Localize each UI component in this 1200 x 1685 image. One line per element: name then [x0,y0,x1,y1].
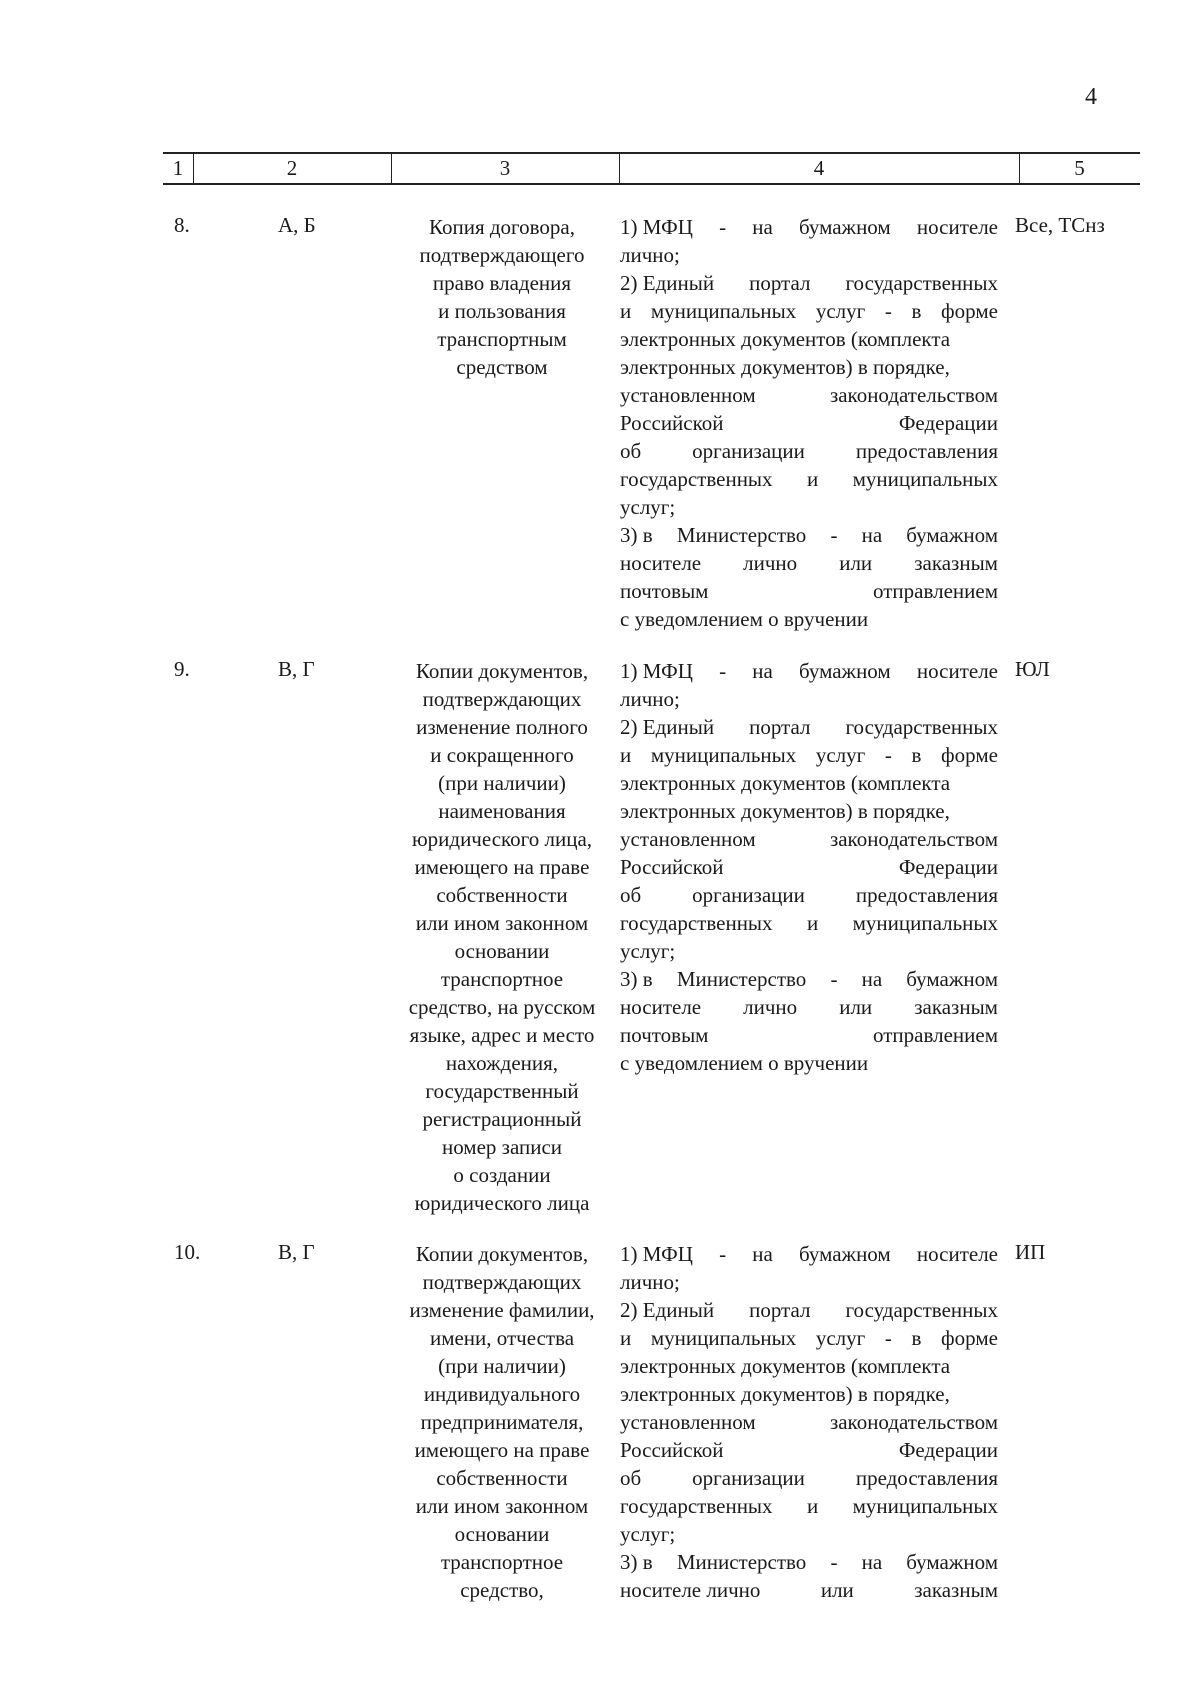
cell-word: - [719,659,727,683]
cell-line [620,1576,998,1604]
cell-line [620,1049,998,1077]
cell-line [620,269,998,297]
cell-word: бумажном [798,1242,891,1266]
cell-word: электронных документов) в порядке, [620,355,950,379]
cell-line [620,213,998,241]
row-applicant: ИП [1015,1240,1046,1264]
row-applicant: ЮЛ [1015,657,1050,681]
cell-word: Федерации [898,411,998,435]
cell-word: - [830,967,838,991]
cell-line [620,909,998,937]
cell-word: муниципальных [650,299,797,323]
cell-word: организации [692,883,805,907]
cell-line: имени, отчества [429,1326,575,1350]
cell-line [620,1436,998,1464]
cell-word: 2) Единый [620,715,715,739]
cell-word: Министерство [676,967,807,991]
page-number: 4 [1085,84,1097,110]
cell-line: право владения [432,271,572,295]
cell-word: портал [749,1298,811,1322]
cell-line: средство, [460,1578,544,1602]
cell-line [620,437,998,465]
cell-word: - [719,1242,727,1266]
cell-line: о создании [453,1163,551,1187]
cell-line: наименования [438,799,566,823]
header-col-2: 2 [286,156,298,180]
cell-line [620,409,998,437]
cell-word: и [620,743,632,767]
cell-line [620,1021,998,1049]
cell-word: - [884,1326,892,1350]
header-col-3: 3 [499,156,511,180]
cell-line [620,1352,998,1380]
cell-word: на [752,1242,773,1266]
cell-line [620,937,998,965]
cell-word: бумажном [798,659,891,683]
cell-word: электронных документов) в порядке, [620,799,950,823]
cell-line: регистрационный [422,1107,582,1131]
cell-word: лично [743,995,798,1019]
cell-word: государственных [845,715,998,739]
cell-line [620,685,998,713]
cell-word: в [911,299,922,323]
cell-word: носителе [620,995,702,1019]
cell-line: имеющего на праве [414,855,590,879]
cell-word: муниципальных [650,1326,797,1350]
cell-line: собственности [436,883,568,907]
cell-word: носителе [916,215,998,239]
cell-word: и [620,1326,632,1350]
cell-line: основании [454,1522,550,1546]
row-number: 8. [174,213,190,237]
cell-line [620,1240,998,1268]
cell-word: носителе лично [620,1578,761,1602]
cell-word: электронных документов (комплекта [620,327,951,351]
row-submission-methods [620,213,998,633]
cell-word: отправлением [873,1023,998,1047]
cell-line: подтверждающего [419,243,585,267]
cell-word: услуг [815,299,866,323]
cell-word: или [839,551,873,575]
cell-word: электронных документов (комплекта [620,1354,951,1378]
cell-line: транспортное [440,967,564,991]
cell-word: бумажном [906,1550,998,1574]
cell-line: основании [454,939,550,963]
cell-word: - [884,743,892,767]
cell-word: - [830,1550,838,1574]
cell-line: или ином законном [415,911,589,935]
cell-word: 3) в [620,523,653,547]
cell-line: Копия договора, [429,215,575,239]
cell-line [620,797,998,825]
cell-word: на [861,523,883,547]
cell-word: услуг; [620,1522,676,1546]
cell-word: муниципальных [852,1494,998,1518]
cell-line [620,381,998,409]
cell-word: государственных [620,911,773,935]
cell-word: электронных документов (комплекта [620,771,951,795]
cell-word: в [911,1326,922,1350]
row-applicant: Все, ТСнз [1015,213,1105,237]
cell-word: лично; [620,687,680,711]
cell-line [620,297,998,325]
cell-line [620,577,998,605]
cell-word: носителе [916,1242,998,1266]
cell-line [620,325,998,353]
row-document [391,1240,613,1604]
cell-word: почтовым [620,1023,709,1047]
cell-line [620,549,998,577]
cell-word: установленном [620,383,756,407]
cell-line [620,493,998,521]
cell-line: Копии документов, [415,1242,589,1266]
cell-word: об [620,1466,642,1490]
cell-word: и [806,467,819,491]
cell-word: и [620,299,632,323]
cell-word: заказным [914,995,998,1019]
cell-line: подтверждающих [422,687,582,711]
cell-line [620,241,998,269]
cell-word: лично; [620,1270,680,1294]
cell-word: предоставления [855,1466,998,1490]
cell-line: средством [456,355,548,379]
header-col-1: 1 [172,156,184,180]
cell-line [620,1324,998,1352]
cell-line [620,1520,998,1548]
cell-word: носителе [620,551,702,575]
cell-word: установленном [620,1410,756,1434]
row-submission-methods [620,1240,998,1604]
cell-line [620,713,998,741]
cell-line: Копии документов, [415,659,589,683]
row-number: 9. [174,657,190,681]
cell-line [620,1548,998,1576]
cell-line: транспортное [440,1550,564,1574]
cell-line [620,1492,998,1520]
cell-line: и пользования [438,299,566,323]
cell-line [620,853,998,881]
cell-word: об [620,883,642,907]
header-col-4: 4 [813,156,825,180]
cell-word: на [861,1550,883,1574]
cell-word: лично [743,551,798,575]
cell-line: собственности [436,1466,568,1490]
cell-line [620,1464,998,1492]
cell-word: - [830,523,838,547]
row-category: В, Г [278,657,315,681]
cell-line: транспортным [437,327,567,351]
cell-word: 2) Единый [620,271,715,295]
cell-word: заказным [914,551,998,575]
cell-word: портал [749,271,811,295]
cell-word: бумажном [798,215,891,239]
cell-line [620,1268,998,1296]
cell-word: и [806,911,819,935]
cell-word: услуг; [620,495,676,519]
cell-word: государственных [845,1298,998,1322]
cell-line: (при наличии) [438,771,566,795]
cell-word: форме [941,299,998,323]
cell-word: услуг; [620,939,676,963]
cell-word: организации [692,1466,805,1490]
cell-word: муниципальных [650,743,797,767]
cell-word: 2) Единый [620,1298,715,1322]
cell-word: законодательством [829,383,998,407]
row-category: В, Г [278,1240,315,1264]
cell-word: - [884,299,892,323]
row-document [391,213,613,381]
cell-line: предпринимателя, [420,1410,584,1434]
cell-line [620,1408,998,1436]
cell-word: Министерство [676,523,807,547]
cell-line [620,465,998,493]
cell-line: или ином законном [415,1494,589,1518]
cell-word: на [861,967,883,991]
row-number: 10. [174,1240,201,1264]
row-submission-methods [620,657,998,1077]
cell-word: установленном [620,827,756,851]
cell-line: изменение полного [416,715,588,739]
cell-word: заказным [914,1578,998,1602]
cell-line [620,993,998,1021]
cell-line [620,1296,998,1324]
cell-word: Российской [620,1438,724,1462]
cell-word: почтовым [620,579,709,603]
cell-word: с уведомлением о вручении [620,1051,869,1075]
cell-word: носителе [916,659,998,683]
cell-line: подтверждающих [422,1270,582,1294]
row-category: А, Б [278,213,316,237]
cell-line: (при наличии) [438,1354,566,1378]
cell-line [620,353,998,381]
cell-word: 1) МФЦ [620,659,693,683]
cell-word: 3) в [620,1550,653,1574]
cell-word: предоставления [855,439,998,463]
cell-word: организации [692,439,805,463]
cell-line: индивидуального [423,1382,581,1406]
cell-word: и [806,1494,819,1518]
cell-word: законодательством [829,1410,998,1434]
cell-word: законодательством [829,827,998,851]
table-header [163,152,1140,185]
cell-line: языке, адрес и место [409,1023,595,1047]
cell-line [620,605,998,633]
cell-word: 1) МФЦ [620,1242,693,1266]
cell-word: об [620,439,642,463]
cell-word: Министерство [676,1550,807,1574]
cell-line: имеющего на праве [414,1438,590,1462]
cell-line: средство, на русском [408,995,596,1019]
cell-word: бумажном [906,967,998,991]
cell-word: муниципальных [852,467,998,491]
cell-word: электронных документов) в порядке, [620,1382,950,1406]
cell-word: Российской [620,855,724,879]
row-document [391,657,613,1217]
cell-word: 3) в [620,967,653,991]
header-col-5: 5 [1074,156,1085,180]
cell-line [620,1380,998,1408]
cell-line: юридического лица [414,1191,590,1215]
cell-word: муниципальных [852,911,998,935]
cell-line: изменение фамилии, [409,1298,595,1322]
cell-line [620,657,998,685]
cell-word: портал [749,715,811,739]
cell-line: нахождения, [445,1051,559,1075]
cell-word: предоставления [855,883,998,907]
cell-word: Российской [620,411,724,435]
cell-word: на [752,215,773,239]
cell-word: лично; [620,243,680,267]
cell-word: на [752,659,773,683]
cell-line: юридического лица, [411,827,593,851]
cell-line [620,881,998,909]
cell-line: государственный [425,1079,579,1103]
cell-line [620,521,998,549]
cell-word: форме [941,1326,998,1350]
cell-word: или [839,995,873,1019]
cell-word: Федерации [898,1438,998,1462]
cell-word: - [719,215,727,239]
cell-line: номер записи [441,1135,563,1159]
cell-line [620,825,998,853]
cell-word: в [911,743,922,767]
cell-word: государственных [620,467,773,491]
cell-word: отправлением [873,579,998,603]
cell-word: бумажном [906,523,998,547]
cell-word: 1) МФЦ [620,215,693,239]
cell-word: Федерации [898,855,998,879]
cell-line: и сокращенного [430,743,574,767]
cell-word: или [820,1578,854,1602]
cell-line [620,965,998,993]
cell-word: государственных [845,271,998,295]
cell-word: услуг [815,1326,866,1350]
cell-word: государственных [620,1494,773,1518]
cell-word: с уведомлением о вручении [620,607,869,631]
cell-line [620,741,998,769]
cell-line [620,769,998,797]
cell-word: форме [941,743,998,767]
cell-word: услуг [815,743,866,767]
